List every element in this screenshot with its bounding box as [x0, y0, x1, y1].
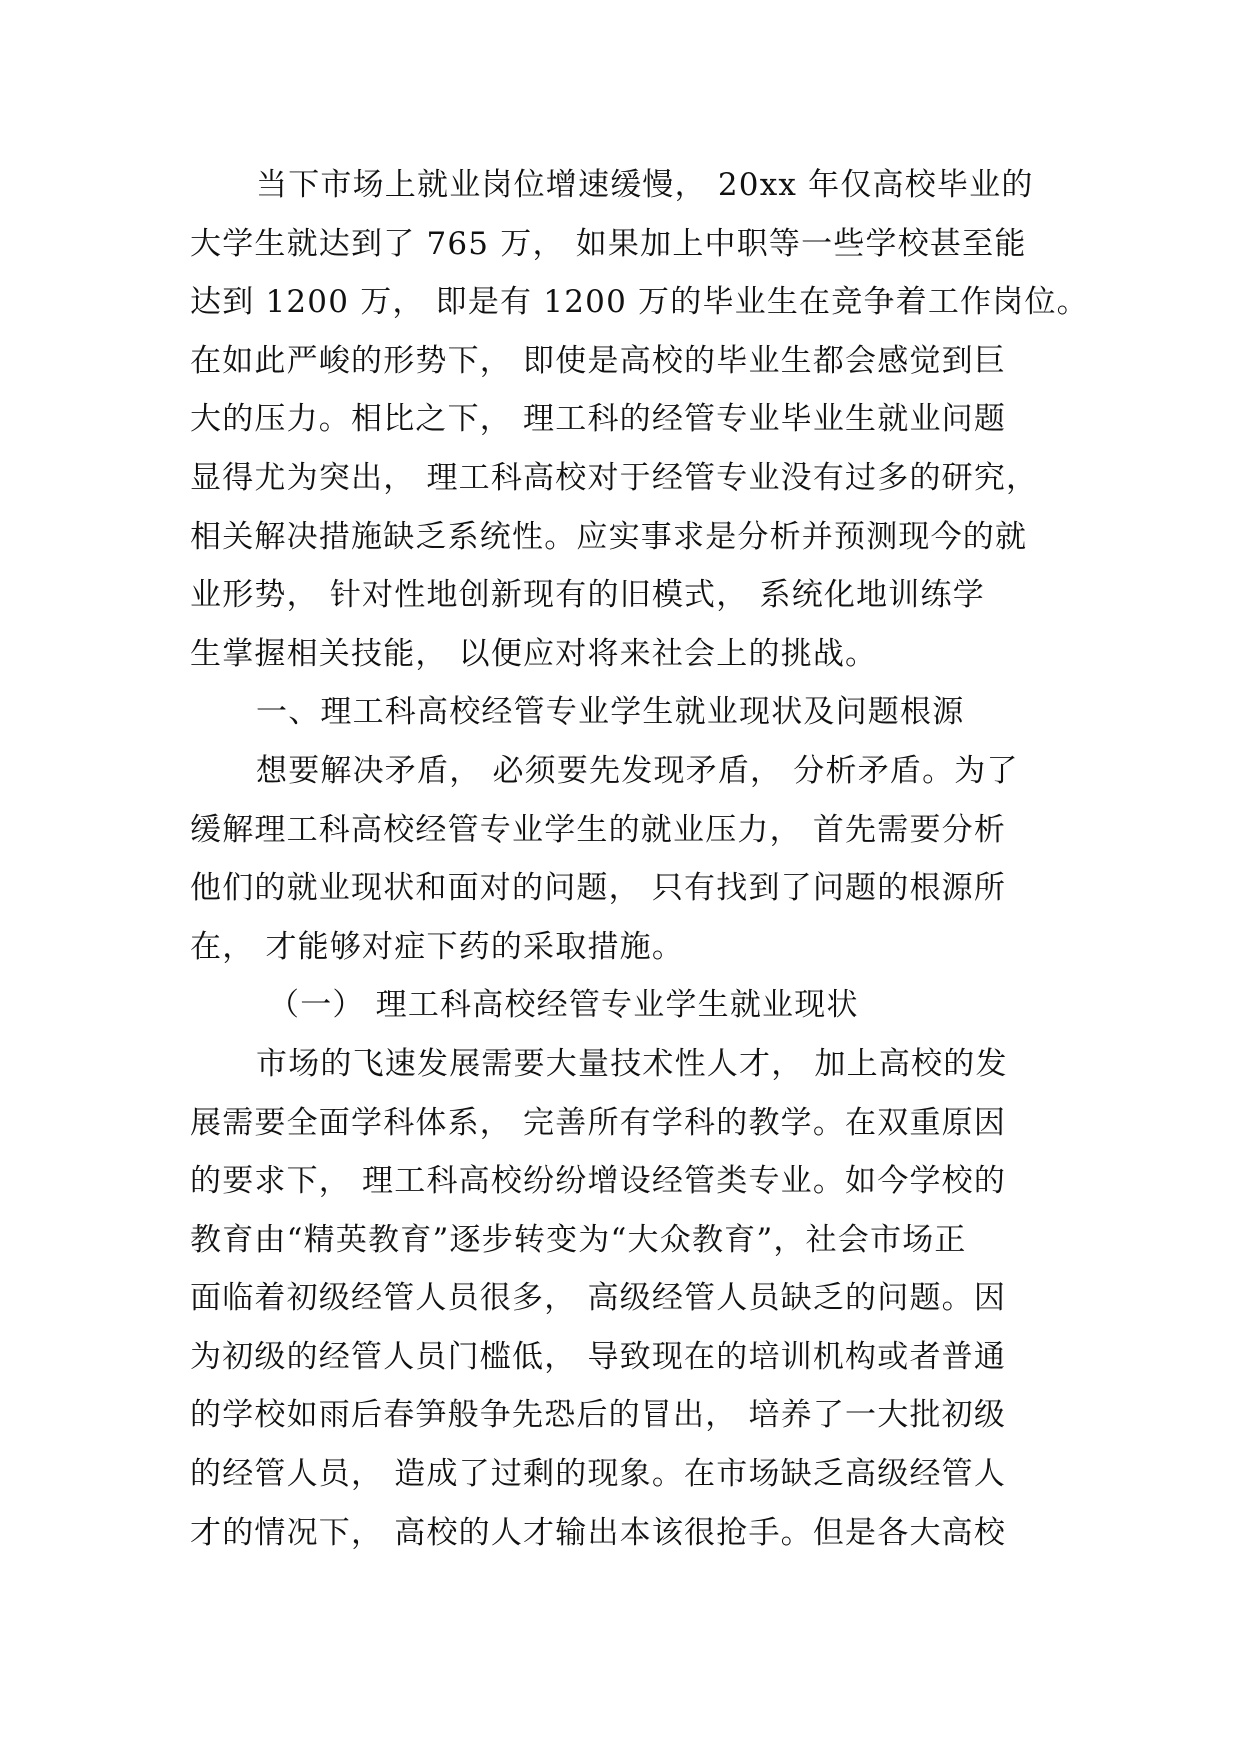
subsection-heading-1: （一） 理工科高校经管专业学生就业现状	[268, 987, 859, 1024]
paragraph-3-line-2: 展需要全面学科体系， 完善所有学科的教学。在双重原因	[190, 1104, 1007, 1141]
paragraph-1-line-8: 业形势， 针对性地创新现有的旧模式， 系统化地训练学	[190, 577, 985, 614]
paragraph-3-line-9: 才的情况下， 高校的人才输出本该很抢手。但是各大高校	[190, 1514, 1007, 1551]
section-heading-1: 一、理工科高校经管专业学生就业现状及问题根源	[256, 694, 965, 731]
paragraph-1-line-4: 在如此严峻的形势下， 即使是高校的毕业生都会感觉到巨	[190, 342, 1007, 379]
paragraph-2-line-4: 在， 才能够对症下药的采取措施。	[190, 928, 685, 965]
paragraph-3-line-6: 为初级的经管人员门槛低， 导致现在的培训机构或者普通	[190, 1338, 1007, 1375]
paragraph-3-line-5: 面临着初级经管人员很多， 高级经管人员缺乏的问题。因	[190, 1280, 1007, 1317]
paragraph-2-line-2: 缓解理工科高校经管专业学生的就业压力， 首先需要分析	[190, 811, 1007, 848]
body-text	[190, 156, 1089, 1562]
paragraph-3-line-3: 的要求下， 理工科高校纷纷增设经管类专业。如今学校的	[190, 1163, 1007, 1200]
paragraph-1-line-9: 生掌握相关技能， 以便应对将来社会上的挑战。	[190, 635, 878, 672]
paragraph-2-line-1: 想要解决矛盾， 必须要先发现矛盾， 分析矛盾。为了	[256, 752, 1019, 789]
paragraph-1-line-2: 大学生就达到了 765 万， 如果加上中职等一些学校甚至能	[190, 225, 1027, 262]
paragraph-3-line-4: 教育由“精英教育”逐步转变为“大众教育”，社会市场正	[190, 1221, 967, 1258]
paragraph-3-line-8: 的经管人员， 造成了过剩的现象。在市场缺乏高级经管人	[190, 1456, 1007, 1493]
paragraph-1-line-1: 当下市场上就业岗位增速缓慢， 20xx 年仅高校毕业的	[256, 167, 1034, 203]
paragraph-3-line-7: 的学校如雨后春笋般争先恐后的冒出， 培养了一大批初级	[190, 1397, 1007, 1434]
paragraph-1-line-6: 显得尤为突出， 理工科高校对于经管专业没有过多的研究，	[190, 459, 1039, 496]
paragraph-1-line-3: 达到 1200 万， 即是有 1200 万的毕业生在竞争着工作岗位。	[190, 284, 1089, 321]
paragraph-3-line-1: 市场的飞速发展需要大量技术性人才， 加上高校的发	[256, 1045, 1008, 1082]
paragraph-1-line-5: 大的压力。相比之下， 理工科的经管专业毕业生就业问题	[190, 401, 1007, 438]
paragraph-1-line-7: 相关解决措施缺乏系统性。应实事求是分析并预测现今的就	[190, 518, 1028, 555]
paragraph-2-line-3: 他们的就业现状和面对的问题， 只有找到了问题的根源所	[190, 870, 1007, 907]
